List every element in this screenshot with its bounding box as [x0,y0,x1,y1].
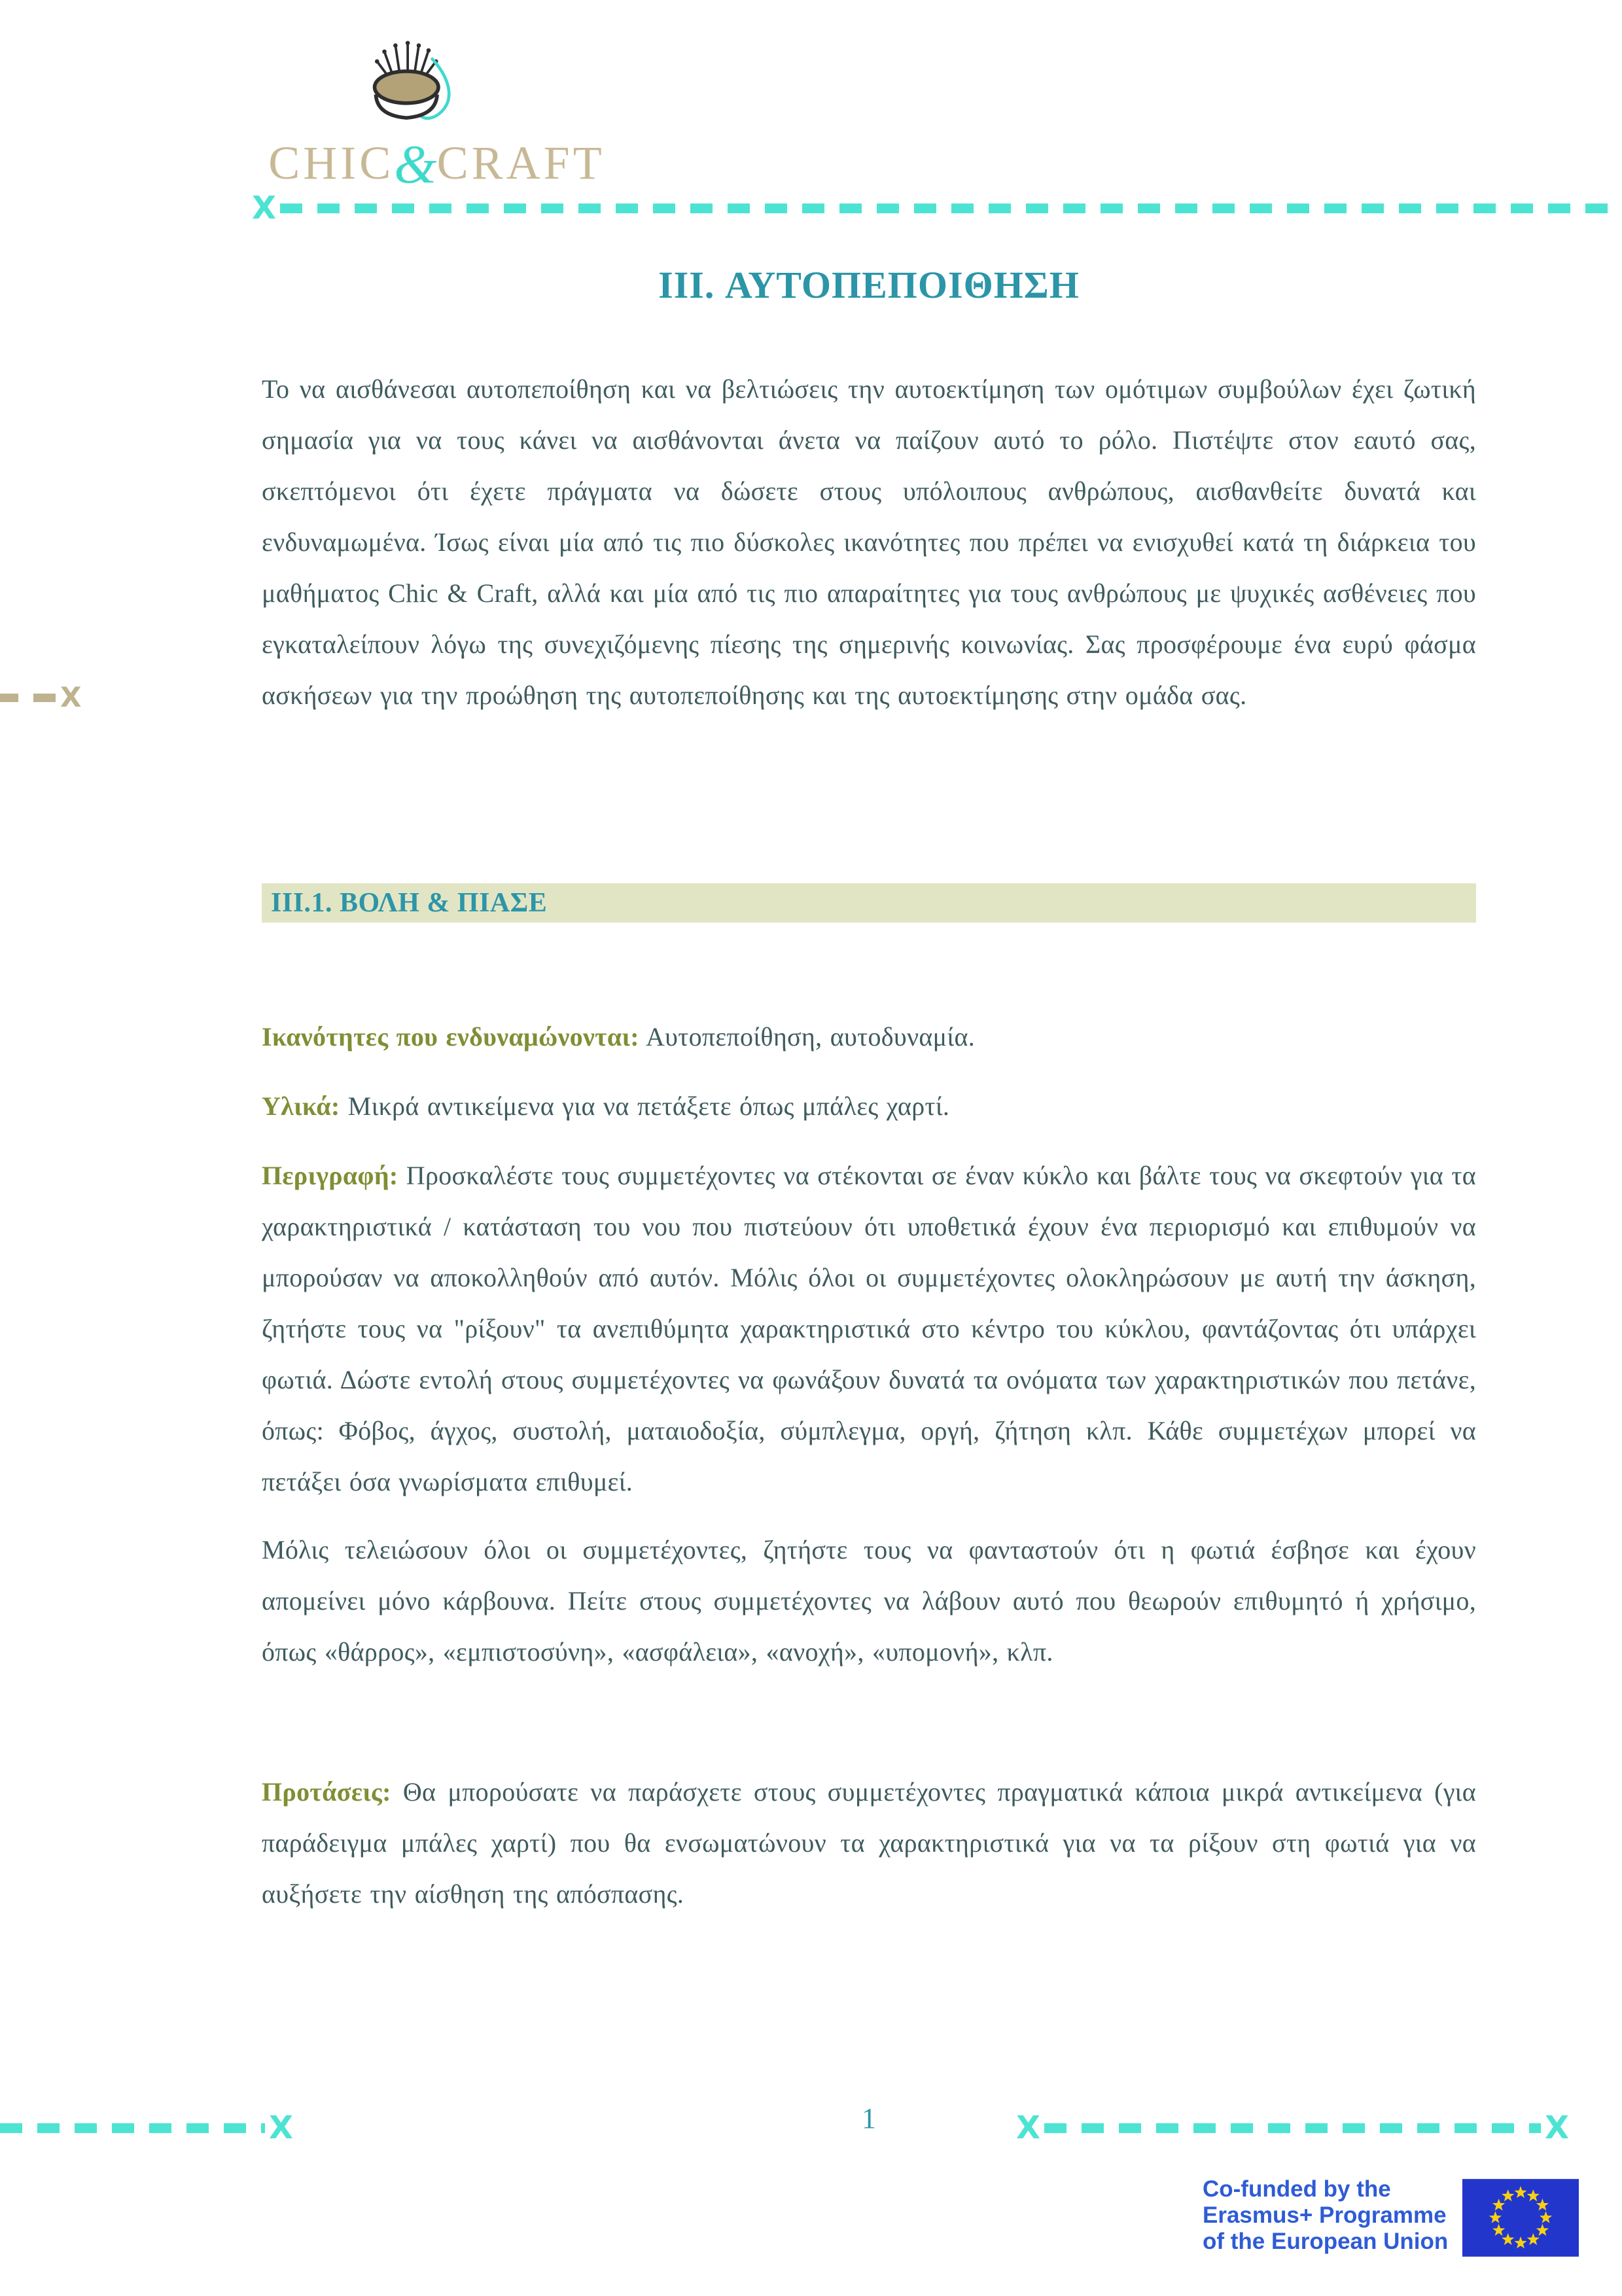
brand-ampersand: & [394,134,437,195]
page-title: III. ΑΥΤΟΠΕΠΟΙΘΗΣΗ [658,264,1080,306]
section-heading: III.1. ΒΟΛΗ & ΠΙΑΣΕ [271,888,548,918]
footer-left-dashed-rule [0,2110,293,2146]
dashed-line [0,694,56,702]
eu-funding-text [1203,2176,1448,2255]
materials-label: Υλικά: [262,1091,340,1121]
eu-funding-line: of the European Union [1203,2229,1449,2254]
top-dashed-rule [252,190,1622,226]
eu-funding-block [1203,2176,1579,2257]
description-text: Προσκαλέστε τους συμμετέχοντες να στέκονται σε έναν κύκλο και βάλτε τους να σκεφτούν για τα χαρακτηριστικά / κατάσταση του νου που πιστεύουν ότι υποθετικά έχουν ένα περιορισμό και επιθυμούν να μπορούσαν να αποκολληθούν από αυτόν. Μόλις όλοι οι συμμετέχοντες ολοκληρώσουν με αυτή την άσκηση, ζητήστε τους να "ρίξουν" τα ανεπιθύμητα χαρακτηριστικά στο κέντρο του κύκλου, φαντάζοντας ότι υπάρχει φωτιά. Δώστε εντολή στους συμμετέχοντες να φωνάξουν δυνατά τα ονόματα των χαρακτηριστικών που πετάνε, όπως: Φόβος, άγχος, συστολή, ματαιοδοξία, σύμπλεγμα, οργή, ζήτηση κλπ. Κάθε συμμετέχων μπορεί να πετάξει όσα γνωρίσματα επιθυμεί. [262,1161,1476,1496]
x-marker-icon: X [60,681,82,713]
eu-funding-line: Erasmus+ Programme [1203,2202,1447,2228]
page-number: 1 [862,2102,876,2134]
brand-chic: CHIC [268,137,395,189]
skills-line [262,1012,1476,1063]
eu-flag-icon [1462,2179,1579,2257]
suggestions-paragraph [262,1767,1476,1920]
materials-text: Μικρά αντικείμενα για να πετάξετε όπως μπάλες χαρτί. [340,1091,950,1121]
footer-right-dashed-rule [1016,2110,1569,2146]
suggestions-text: Θα μπορούσατε να παράσχετε στους συμμετέχοντες πραγματικά κάποια μικρά αντικείμενα (για παράδειγμα μπάλες χαρτί) που θα ενσωματώνουν τα χαρακτηριστικά για να τα ρίξουν στη φωτιά για να αυξήσετε την αίσθηση της απόσπασης. [262,1777,1476,1909]
brand-logo [258,41,615,195]
section-heading-bar [262,883,1476,923]
skills-text: Αυτοπεποίθηση, αυτοδυναμία. [639,1022,976,1051]
description-label: Περιγραφή: [262,1161,398,1190]
intro-paragraph: Το να αισθάνεσαι αυτοπεποίθηση και να βελτιώσεις την αυτοεκτίμηση των ομότιμων συμβούλων έχει ζωτική σημασία για να τους κάνει να αισθάνονται άνετα να παίζουν αυτό το ρόλο. Πιστέψτε στον εαυτό σας, σκεπτόμενοι ότι έχετε πράγματα να δώσετε στους υπόλοιπους ανθρώπους, αισθανθείτε δυνατά και ενδυναμωμένα. Ίσως είναι μία από τις πιο δύσκολες ικανότητες που πρέπει να ενισχυθεί κατά τη διάρκεια του μαθήματος Chic & Craft, αλλά και μία από τις πιο απαραίτητες για τους ανθρώπους με ψυχικές ασθένειες που εγκαταλείπουν λόγω της συνεχιζόμενης πίεσης της σημερινής κοινωνίας. Σας προσφέρουμε ένα ευρύ φάσμα ασκήσεων για την προώθηση της αυτοπεποίθησης και της αυτοεκτίμησης στην ομάδα σας. [262,374,1476,710]
pincushion-icon [350,41,468,139]
dashed-line [280,203,1622,213]
eu-funding-line: Co-funded by the [1203,2176,1391,2202]
skills-label: Ικανότητες που ενδυναμώνονται: [262,1022,639,1051]
dashed-line [0,2123,265,2133]
suggestions-label: Προτάσεις: [262,1777,391,1807]
x-marker-icon: X [1544,2110,1569,2146]
x-marker-icon: X [1016,2110,1041,2146]
dashed-line [1044,2123,1541,2133]
materials-line [262,1081,1476,1132]
followup-paragraph: Μόλις τελειώσουν όλοι οι συμμετέχοντες, ζητήστε τους να φανταστούν ότι η φωτιά έσβησε και έχουν απομείνει μόνο κάρβουνα. Πείτε στους συμμετέχοντες να λάβουν αυτό που θεωρούν επιθυμητό ή χρήσιμο, όπως «θάρρος», «εμπιστοσύνη», «ασφάλεια», «ανοχή», «υπομονή», κλπ. [262,1535,1476,1667]
brand-craft: CRAFT [436,137,605,189]
description-paragraph [262,1150,1476,1508]
margin-x-mark [0,681,94,713]
x-marker-icon: X [252,190,277,226]
brand-wordmark [258,133,615,195]
x-marker-icon: X [268,2110,293,2146]
